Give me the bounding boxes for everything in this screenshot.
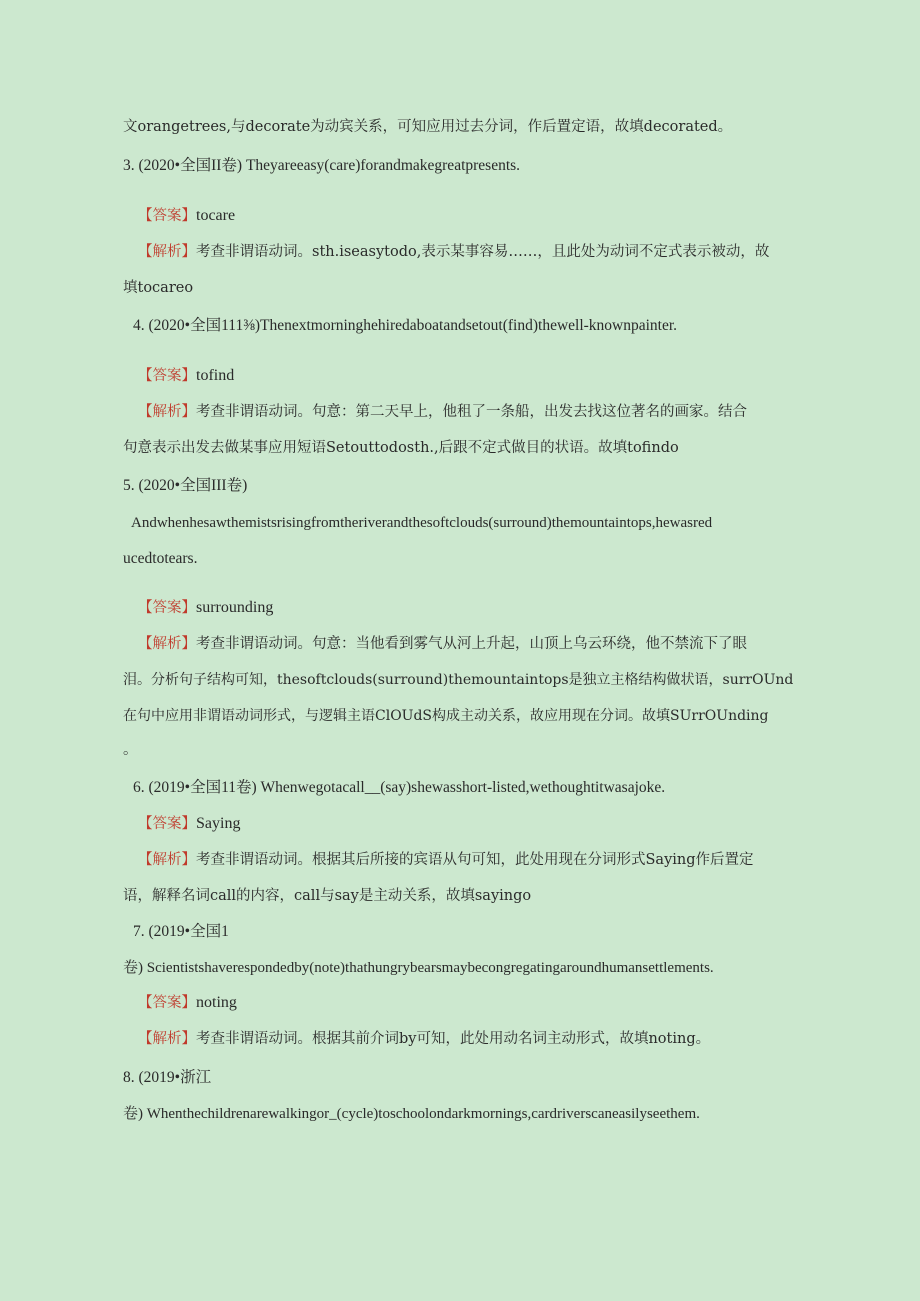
- question-5: 5. (2020•全国III卷): [123, 477, 248, 494]
- question-5-sentence-end: ucedtotears.: [123, 550, 198, 567]
- answer-5: [138, 598, 273, 618]
- question-3: 3. (2020•全国II卷) Theyareeasy(care)forandmakegreatpresents.: [123, 157, 521, 174]
- analysis-tag: 【解析】: [138, 244, 196, 260]
- question-7-sentence: 卷) Scientistshaverespondedby(note)thathungrybearsmaybecongregatingaroundhumansettlements.: [123, 960, 714, 976]
- analysis-text: 考查非谓语动词。根据其前介词by可知，此处用动名词主动形式，故填noting。: [196, 1031, 711, 1047]
- text-line: 。: [123, 742, 138, 758]
- answer-4: [138, 366, 234, 386]
- analysis-text: 考查非谓语动词。根据其后所接的宾语从句可知，此处用现在分词形式Saying作后置定: [196, 852, 754, 868]
- text-line: 语，解释名词call的内容，call与say是主动关系，故填sayingo: [123, 888, 532, 904]
- answer-value: noting: [196, 994, 237, 1011]
- analysis-6: [138, 850, 754, 870]
- answer-value: Saying: [196, 815, 241, 832]
- answer-value: tofind: [196, 367, 235, 384]
- analysis-text: 考查非谓语动词。sth.iseasytodo,表示某事容易……，且此处为动词不定式表示被动，故: [196, 244, 770, 260]
- answer-value: tocare: [196, 207, 236, 224]
- answer-6: [138, 814, 240, 834]
- analysis-4: [138, 402, 747, 422]
- analysis-text: 考查非谓语动词。句意：当他看到雾气从河上升起，山顶上乌云环绕，他不禁流下了眼: [196, 636, 747, 652]
- question-7: 7. (2019•全国1: [133, 923, 229, 940]
- analysis-tag: 【解析】: [138, 1031, 196, 1047]
- answer-tag: 【答案】: [138, 995, 196, 1011]
- answer-tag: 【答案】: [138, 368, 196, 384]
- answer-7: [138, 993, 237, 1013]
- analysis-3: [138, 242, 769, 262]
- answer-value: surrounding: [196, 599, 274, 616]
- analysis-tag: 【解析】: [138, 852, 196, 868]
- analysis-7: [138, 1029, 710, 1049]
- answer-3: [138, 206, 235, 226]
- answer-tag: 【答案】: [138, 600, 196, 616]
- question-8-sentence: 卷) Whenthechildrenarewalkingor_(cycle)toschoolondarkmornings,cardriverscaneasilyseethem.: [123, 1106, 700, 1122]
- answer-tag: 【答案】: [138, 208, 196, 224]
- text-line: 在句中应用非谓语动词形式，与逻辑主语ClOUdS构成主动关系，故应用现在分词。故填SUrrOUnding: [123, 708, 769, 724]
- question-5-sentence: Andwhenhesawthemistsrisingfromtheriverandthesoftclouds(surround)themountaintops,hewasred: [131, 515, 713, 531]
- text-line: 泪。分析句子结构可知，thesoftclouds(surround)themountaintops是独立主格结构做状语，surrOUnd: [123, 672, 794, 688]
- analysis-text: 考查非谓语动词。句意：第二天早上，他租了一条船，出发去找这位著名的画家。结合: [196, 404, 747, 420]
- question-6: 6. (2019•全国11卷) Whenwegotacall__(say)shewasshort-listed,wethoughtitwasajoke.: [133, 779, 666, 796]
- answer-tag: 【答案】: [138, 816, 196, 832]
- text-line: 文orangetrees,与decorate为动宾关系，可知应用过去分词，作后置定语，故填decorated。: [123, 119, 733, 135]
- question-4: 4. (2020•全国111⅜)Thenextmorninghehiredaboatandsetout(find)thewell-knownpainter.: [133, 317, 678, 334]
- analysis-tag: 【解析】: [138, 404, 196, 420]
- question-8: 8. (2019•浙江: [123, 1069, 212, 1086]
- text-line: 填tocareo: [123, 280, 194, 296]
- analysis-tag: 【解析】: [138, 636, 196, 652]
- text-line: 句意表示出发去做某事应用短语Setouttodosth.,后跟不定式做目的状语。故填tofindo: [123, 440, 679, 456]
- analysis-5: [138, 634, 747, 654]
